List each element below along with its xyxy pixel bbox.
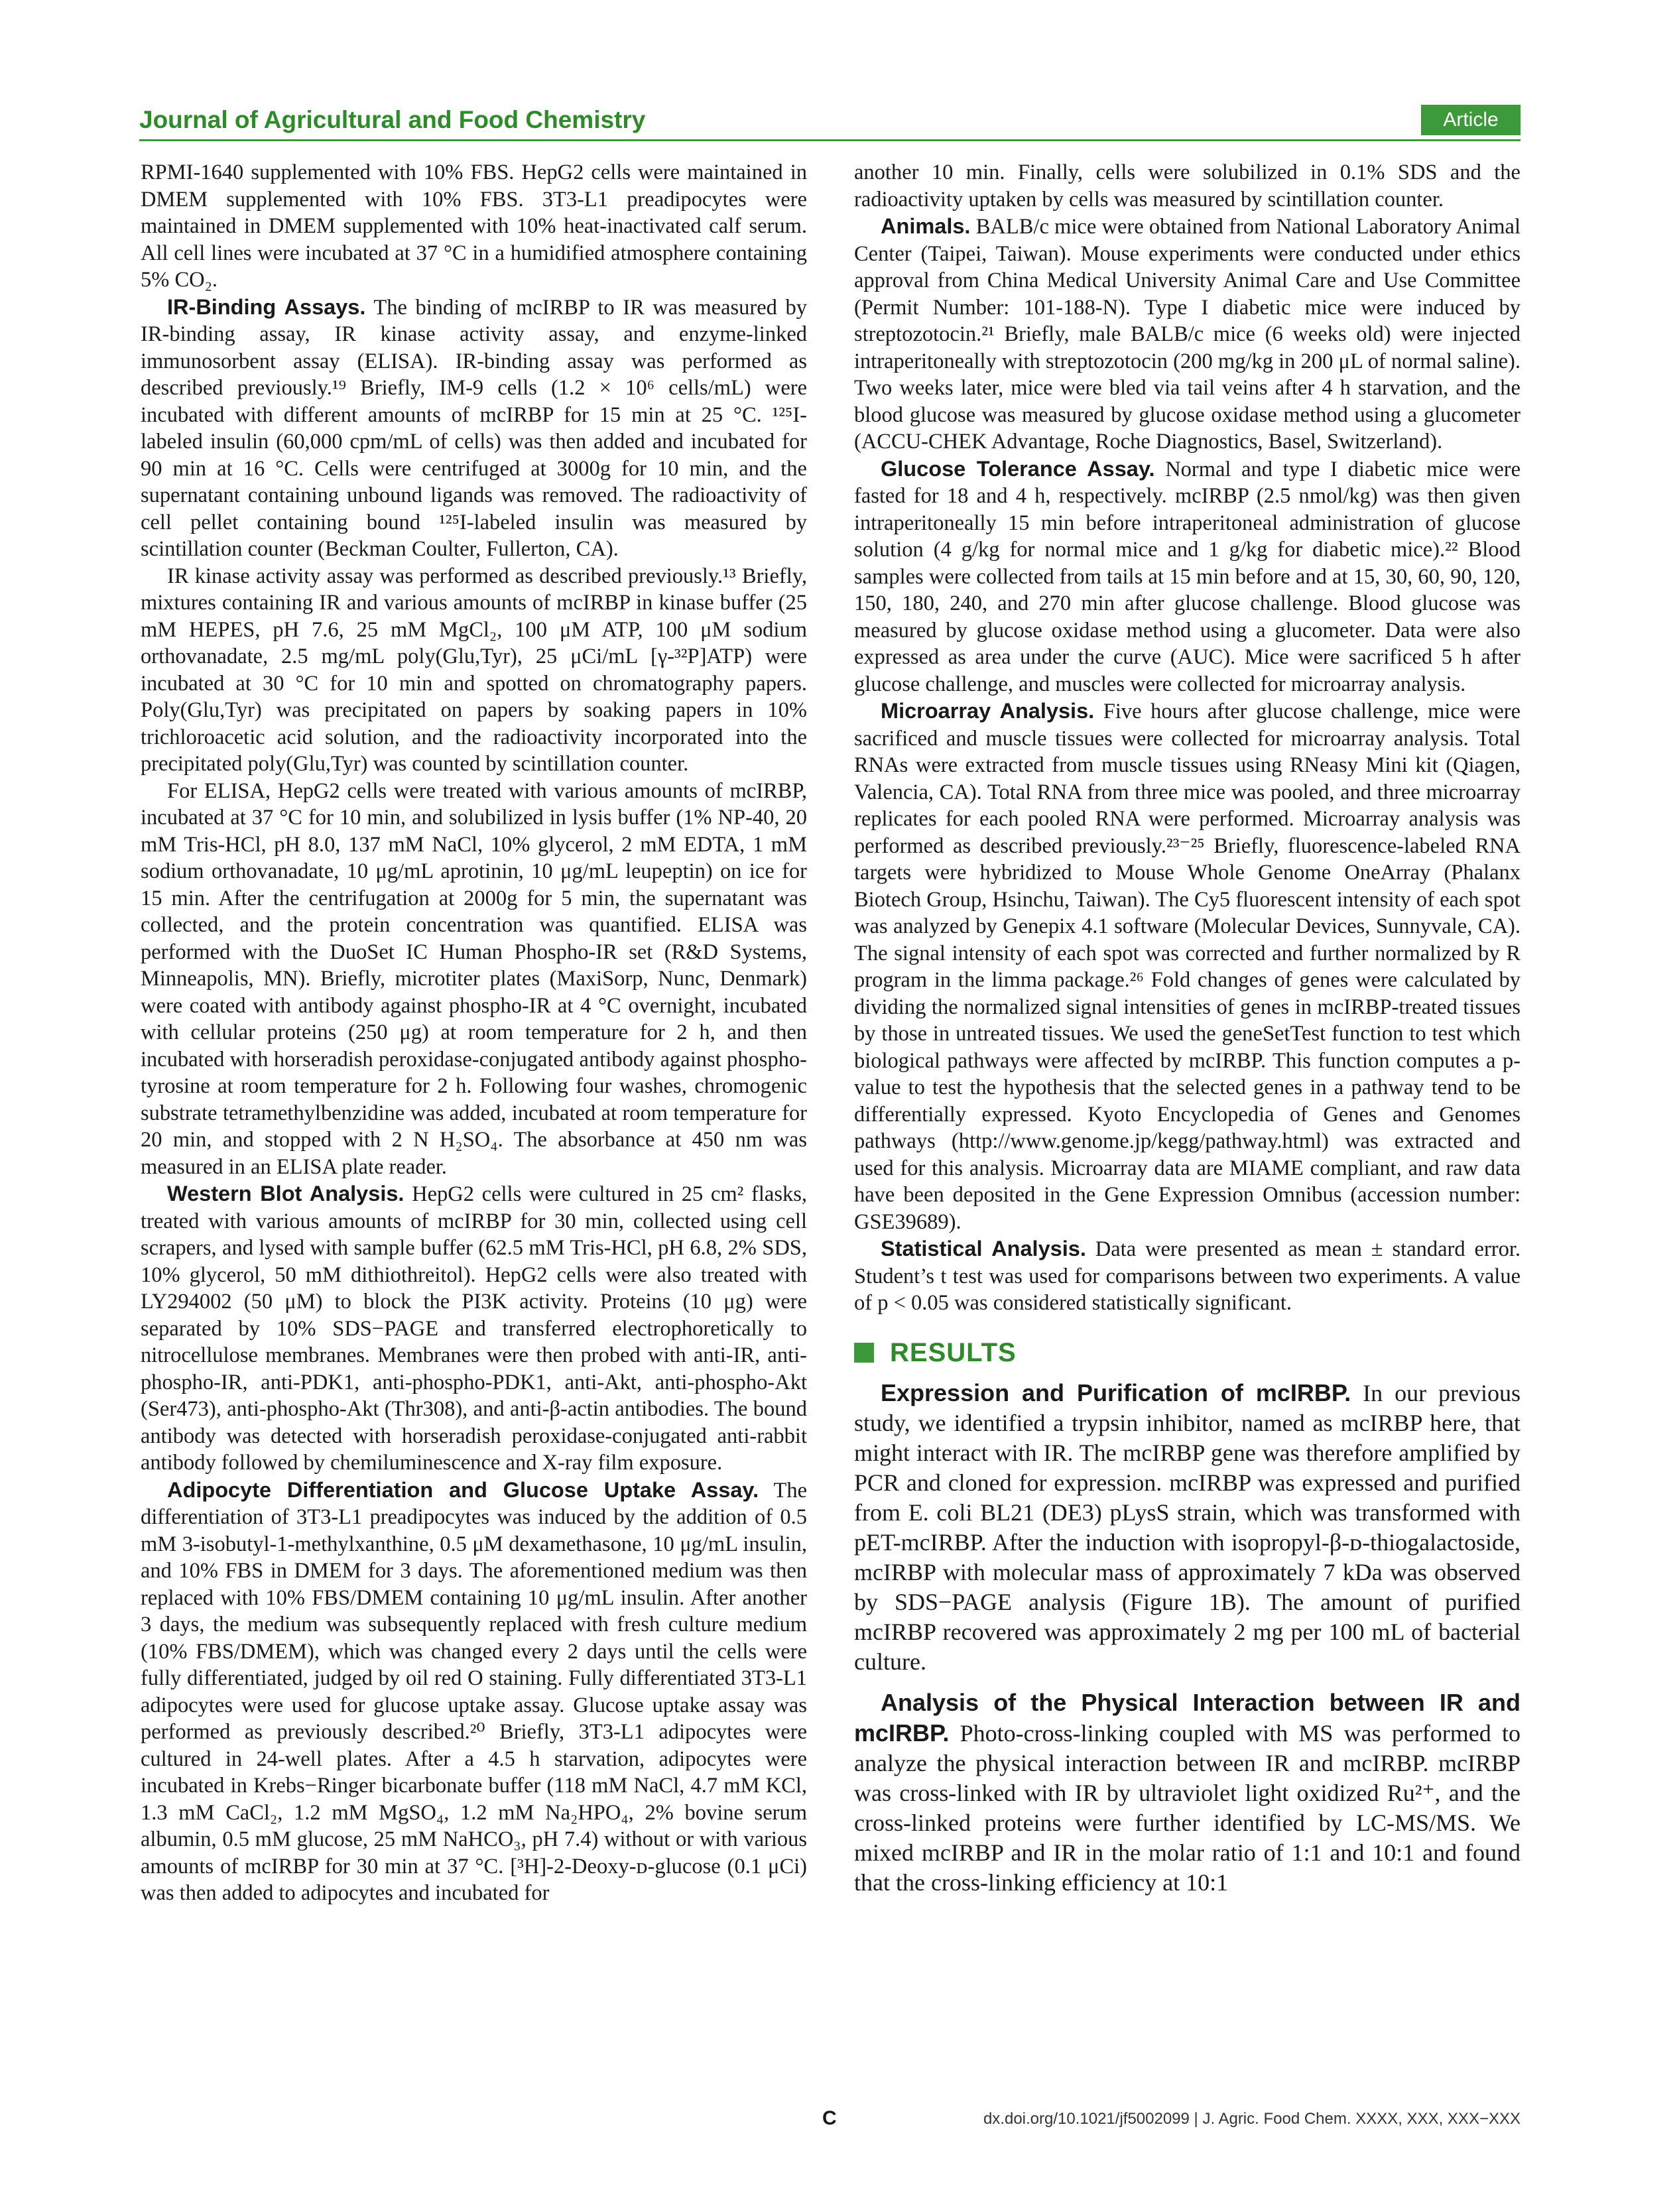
paragraph-text: The binding of mcIRBP to IR was measured by IR-binding assay, IR kinase activity assay, and enzyme-linked immunosorbent assay (ELISA). IR-binding assay was performed as described previously.¹⁹ Briefly, IM-9 cells (1.2 × 10⁶ cells/mL) were incubated with different amounts of mcIRBP for 15 min at 25 °C. ¹²⁵I-labeled insulin (60,000 cpm/mL of cells) was then added and incubated for 90 min at 16 °C. Cells were centrifuged at 3000g for 10 min, and the supernatant containing unbound ligands was removed. The radioactivity of cell pellet containing bound ¹²⁵I-labeled insulin was measured by scintillation counter (Beckman Coulter, Fullerton, CA).: [141, 295, 808, 561]
paragraph: IR kinase activity assay was performed as described previously.¹³ Briefly, mixtures containing IR and various amounts of mcIRBP in kinase buffer (25 mM HEPES, pH 7.6, 25 mM MgCl₂, 100 μM ATP, 100 μM sodium orthovanadate, 2.5 mg/mL poly(Glu,Tyr), 25 μCi/mL [γ-³²P]ATP) were incubated at 30 °C for 10 min and spotted on chromatography papers. Poly(Glu,Tyr) was precipitated on papers by soaking papers in 10% trichloroacetic acid solution, and the radioactivity incorporated into the precipitated poly(Glu,Tyr) was counted by scintillation counter.: [141, 564, 807, 776]
header-rule: [139, 139, 1521, 141]
section-heading: Animals.: [881, 214, 971, 238]
paragraph: RPMI-1640 supplemented with 10% FBS. HepG2 cells were maintained in DMEM supplemented with 10% FBS. 3T3-L1 preadipocytes were maintained in DMEM supplemented with 10% heat-inactivated calf serum. All cell lines were incubated at 37 °C in a humidified atmosphere containing 5% CO₂.: [141, 160, 807, 292]
left-column: [141, 159, 807, 1907]
section-heading: Microarray Analysis.: [881, 699, 1095, 723]
paragraph-text: Five hours after glucose challenge, mice were sacrificed and muscle tissues were collected for microarray analysis. Total RNAs were extracted from muscle tissues using RNeasy Mini kit (Qiagen, Valencia, CA). Total RNA from three mice was pooled, and three microarray replicates for each pooled RNA were performed. Microarray analysis was performed as described previously.²³⁻²⁵ Briefly, fluorescence-labeled RNA targets were hybridized to Mouse Whole Genome OneArray (Phalanx Biotech Group, Hsinchu, Taiwan). The Cy5 fluorescent intensity of each spot was analyzed by Genepix 4.1 software (Molecular Devices, Sunnyvale, CA). The signal intensity of each spot was corrected and further normalized by R program in the limma package.²⁶ Fold changes of genes were calculated by dividing the normalized signal intensities of genes in mcIRBP-treated tissues by those in untreated tissues. We used the geneSetTest function to test which biological pathways were affected by mcIRBP. This function computes a p-value to test the hypothesis that the selected genes in a pathway tend to be differentially expressed. Kyoto Encyclopedia of Genes and Genomes pathways (http://www.genome.jp/kegg/pathway.html) was extracted and used for this analysis. Microarray data are MIAME compliant, and raw data have been deposited in the Gene Expression Omnibus (accession number: GSE39689).: [854, 700, 1521, 1234]
page-header: [139, 105, 1521, 138]
article-badge: Article: [1421, 105, 1521, 135]
right-column: [854, 159, 1521, 1898]
paragraph: For ELISA, HepG2 cells were treated with various amounts of mcIRBP, incubated at 37 °C for 10 min, and solubilized in lysis buffer (1% NP-40, 20 mM Tris-HCl, pH 8.0, 137 mM NaCl, 10% glycerol, 2 mM EDTA, 1 mM sodium orthovanadate, 10 μg/mL aprotinin, 10 μg/mL leupeptin) on ice for 15 min. After the centrifugation at 2000g for 5 min, the supernatant was collected, and the protein concentration was quantified. ELISA was performed with the DuoSet IC Human Phospho-IR set (R&D Systems, Minneapolis, MN). Briefly, microtiter plates (MaxiSorp, Nunc, Denmark) were coated with antibody against phospho-IR at 4 °C overnight, incubated with cellular proteins (250 μg) at room temperature for 2 h, and then incubated with horseradish peroxidase-conjugated antibody against phospho-tyrosine at room temperature for 2 h. Following four washes, chromogenic substrate tetramethylbenzidine was added, incubated at room temperature for 20 min, and stopped with 2 N H₂SO₄. The absorbance at 450 nm was measured in an ELISA plate reader.: [141, 778, 807, 1179]
section-heading: Western Blot Analysis.: [167, 1182, 404, 1205]
paragraph-microarray: [854, 698, 1521, 1235]
section-heading: Adipocyte Differentiation and Glucose Uptake Assay.: [167, 1477, 759, 1502]
section-heading: Statistical Analysis.: [881, 1237, 1086, 1260]
section-heading: Expression and Purification of mcIRBP.: [881, 1379, 1351, 1406]
paragraph-adipocyte: [141, 1477, 807, 1907]
paragraph-text: Photo-cross-linking coupled with MS was performed to analyze the physical interaction between IR and mcIRBP. mcIRBP was cross-linked with IR by ultraviolet light oxidized Ru²⁺, and the cross-linked proteins were further identified by LC-MS/MS. We mixed mcIRBP and IR in the molar ratio of 1:1 and 10:1 and found that the cross-linking efficiency at 10:1: [854, 1720, 1521, 1896]
section-heading: IR-Binding Assays.: [167, 294, 366, 319]
results-label: RESULTS: [890, 1337, 1017, 1367]
paragraph-western-blot: [141, 1180, 807, 1477]
paragraph-text: The differentiation of 3T3-L1 preadipocytes was induced by the addition of 0.5 mM 3-isobutyl-1-methylxanthine, 0.5 μM dexamethasone, 10 μg/mL insulin, and 10% FBS in DMEM for 3 days. The aforementioned medium was then replaced with 10% FBS/DMEM containing 10 μg/mL insulin. After another 3 days, the medium was subsequently replaced with fresh culture medium (10% FBS/DMEM), which was changed every 2 days until the cells were fully differentiated, judged by oil red O staining. Fully differentiated 3T3-L1 adipocytes were used for glucose uptake assay. Glucose uptake assay was performed as previously described.²⁰ Briefly, 3T3-L1 adipocytes were cultured in 24-well plates. After a 4.5 h starvation, adipocytes were incubated in Krebs−Ringer bicarbonate buffer (118 mM NaCl, 4.7 mM KCl, 1.3 mM CaCl₂, 1.2 mM MgSO₄, 1.2 mM Na₂HPO₄, 2% bovine serum albumin, 0.5 mM glucose, 25 mM NaHCO₃, pH 7.4) without or with various amounts of mcIRBP for 30 min at 37 °C. [³H]-2-Deoxy-ᴅ-glucose (0.1 μCi) was then added to adipocytes and incubated for: [141, 1478, 807, 1905]
results-body: [854, 1378, 1521, 1898]
page-number: C: [822, 2107, 837, 2129]
journal-title[interactable]: Journal of Agricultural and Food Chemistry: [139, 106, 646, 133]
paragraph-animals: [854, 213, 1521, 456]
paragraph-ir-binding: [141, 294, 807, 563]
paragraph-statistics: [854, 1235, 1521, 1317]
paragraph-text: Data were presented as mean ± standard error. Student’s t test was used for comparisons between two experiments. A value of p < 0.05 was considered statistically significant.: [854, 1237, 1521, 1315]
paragraph-physical-interaction: [854, 1688, 1521, 1898]
results-square-icon: [854, 1343, 874, 1363]
results-heading: [854, 1339, 1521, 1367]
paragraph: another 10 min. Finally, cells were solubilized in 0.1% SDS and the radioactivity uptaken by cells was measured by scintillation counter.: [854, 160, 1521, 212]
section-heading: Analysis of the Physical Interaction between IR and mcIRBP.: [854, 1689, 1521, 1747]
paragraph-text: BALB/c mice were obtained from National Laboratory Animal Center (Taipei, Taiwan). Mouse experiments were conducted under ethics approval from China Medical University Animal Care and Use Committee (Permit Number: 101-188-N). Type I diabetic mice were induced by streptozotocin.²¹ Briefly, male BALB/c mice (6 weeks old) were injected intraperitoneally with streptozotocin (200 mg/kg in 200 μL of normal saline). Two weeks later, mice were bled via tail veins after 4 h starvation, and the blood glucose was measured by glucose oxidase method using a glucometer (ACCU-CHEK Advantage, Roche Diagnostics, Basel, Switzerland).: [854, 215, 1521, 454]
paragraph-text: Normal and type I diabetic mice were fasted for 18 and 4 h, respectively. mcIRBP (2.5 nmol/kg) was then given intraperitoneally 15 min before intraperitoneal administration of glucose solution (4 g/kg for normal mice and 1 g/kg for diabetic mice).²² Blood samples were collected from tails at 15 min before and at 15, 30, 60, 90, 120, 150, 180, 240, and 270 min after glucose challenge. Blood glucose was measured by glucose oxidase method using a glucometer. Data were also expressed as area under the curve (AUC). Mice were sacrificed 5 h after glucose challenge, and muscles were collected for microarray analysis.: [854, 457, 1521, 696]
doi-citation[interactable]: dx.doi.org/10.1021/jf5002099 | J. Agric. Food Chem. XXXX, XXX, XXX−XXX: [983, 2110, 1521, 2128]
paragraph-text: HepG2 cells were cultured in 25 cm² flasks, treated with various amounts of mcIRBP for 30 min, collected using cell scrapers, and lysed with sample buffer (62.5 mM Tris-HCl, pH 6.8, 2% SDS, 10% glycerol, 50 mM dithiothreitol). HepG2 cells were also treated with LY294002 (50 μM) to block the PI3K activity. Proteins (10 μg) were separated by 10% SDS−PAGE and transferred electrophoretically to nitrocellulose membranes. Membranes were then probed with anti-IR, anti-phospho-IR, anti-PDK1, anti-phospho-PDK1, anti-Akt, anti-phospho-Akt (Ser473), anti-phospho-Akt (Thr308), and anti-β-actin antibodies. The bound antibody was detected with horseradish peroxidase-conjugated anti-rabbit antibody followed by chemiluminescence and X-ray film exposure.: [141, 1182, 807, 1475]
paragraph-glucose-tolerance: [854, 456, 1521, 698]
section-heading: Glucose Tolerance Assay.: [881, 456, 1155, 481]
paragraph-text: In our previous study, we identified a trypsin inhibitor, named as mcIRBP here, that might interact with IR. The mcIRBP gene was therefore amplified by PCR and cloned for expression. mcIRBP was expressed and purified from E. coli BL21 (DE3) pLysS strain, which was transformed with pET-mcIRBP. After the induction with isopropyl-β-ᴅ-thiogalactoside, mcIRBP with molecular mass of approximately 7 kDa was observed by SDS−PAGE analysis (Figure 1B). The amount of purified mcIRBP recovered was approximately 2 mg per 100 mL of bacterial culture.: [854, 1380, 1521, 1675]
paragraph-expression: [854, 1378, 1521, 1677]
